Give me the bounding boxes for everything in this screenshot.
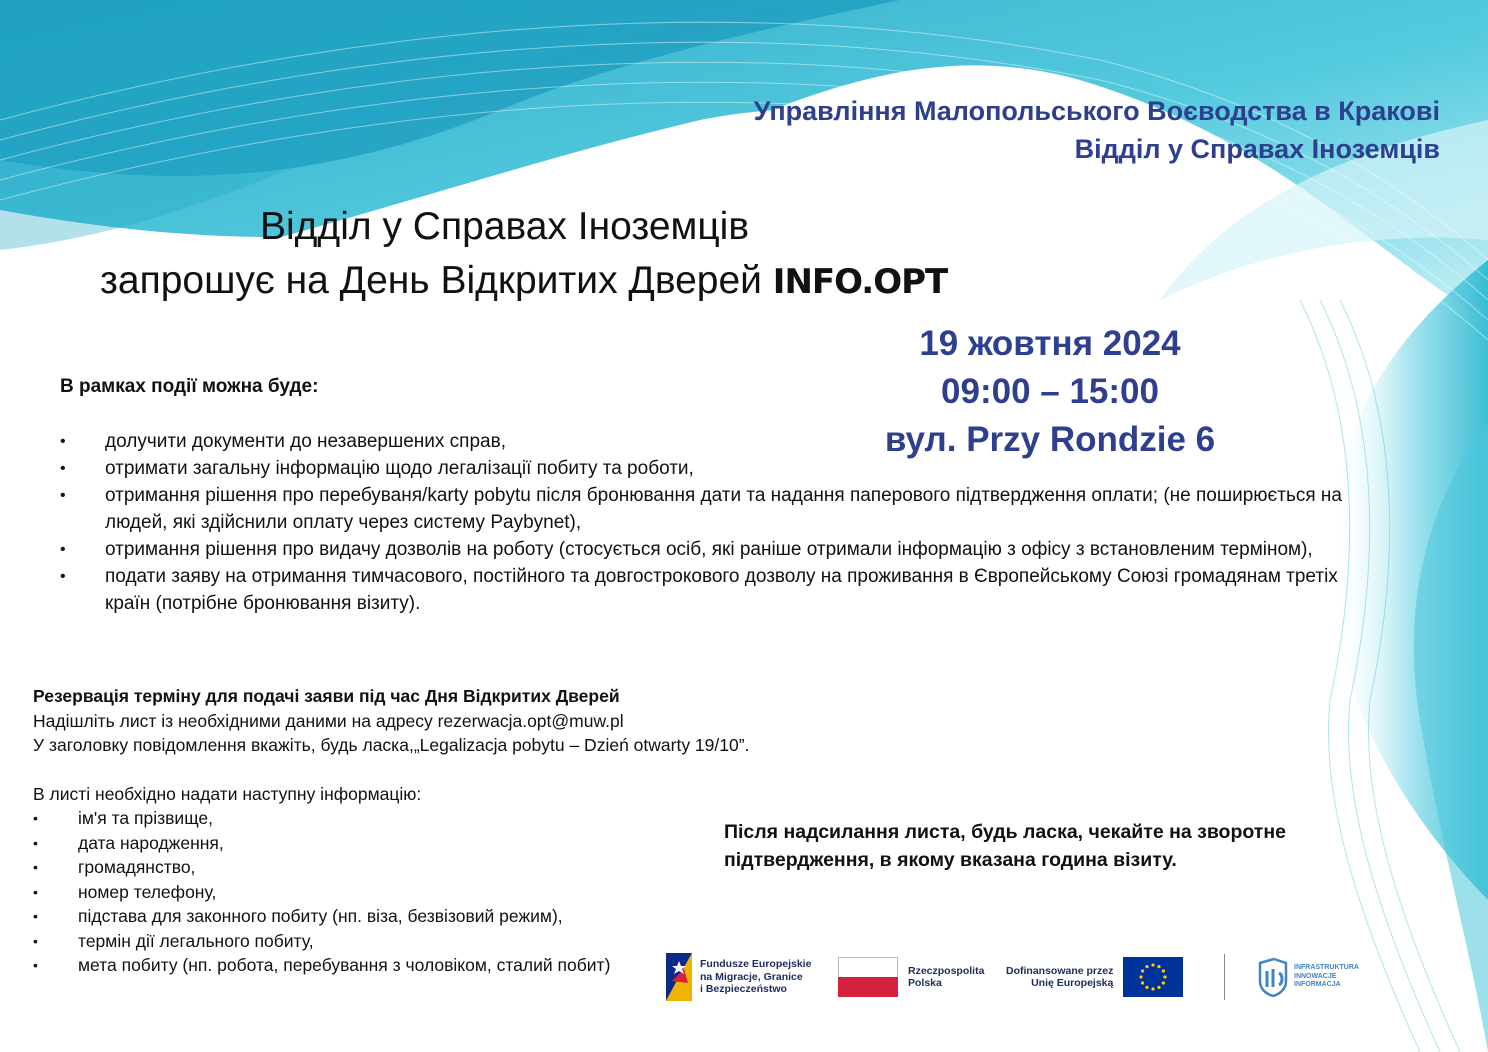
eu-star <box>1141 969 1144 972</box>
funds-text <box>700 958 811 996</box>
list-item: • дата народження, <box>33 831 749 856</box>
ii-logo <box>1256 948 1359 1006</box>
eu-star <box>1162 981 1165 984</box>
poland-line-2: Polska <box>908 977 942 989</box>
event-date: 19 жовтня 2024 <box>919 324 1181 363</box>
eu-star <box>1152 987 1155 990</box>
poland-logo <box>838 948 984 1006</box>
invitation-line-2 <box>100 254 970 309</box>
invitation-title <box>100 200 970 309</box>
eu-star <box>1158 986 1161 989</box>
ii-emblem-icon <box>1256 957 1290 997</box>
invitation-line-1: Відділ у Справах Іноземців <box>260 205 750 248</box>
eu-flag-icon <box>1123 957 1183 997</box>
logo-divider <box>1224 954 1225 1000</box>
reservation-email-line: Надішліть лист із необхідними даними на адресу rezerwacja.opt@muw.pl <box>33 710 624 731</box>
eu-star <box>1164 975 1167 978</box>
ii-line-1: INFRASTRUKTURA <box>1294 964 1359 972</box>
eu-star <box>1146 965 1149 968</box>
list-item: • долучити документи до незавершених справ, <box>60 428 1350 455</box>
eu-star <box>1140 975 1143 978</box>
eu-line-2: Unię Europejską <box>1031 977 1114 989</box>
list-item: • номер телефону, <box>33 880 749 905</box>
organization-line-2: Відділ у Справах Іноземців <box>1074 134 1440 164</box>
list-item: • отримання рішення про перебуваня/karty pobytu після бронювання дати та надання паперового підтвердження оплати; (не поширюється на людей, які здійснили оплату через систему Paybynet), <box>60 482 1350 536</box>
funds-line-1: Fundusze Europejskie <box>700 958 812 971</box>
list-item: • отримання рішення про видачу дозволів на роботу (стосується осіб, які раніше отримали інформацію з офісу з встановленим терміном), <box>60 536 1350 563</box>
eu-text <box>1006 965 1113 990</box>
spacer <box>33 758 749 782</box>
ii-text <box>1294 964 1359 990</box>
confirmation-note: Після надсилання листа, будь ласка, чекайте на зворотне підтвердження, в якому вказана година візиту. <box>724 821 1286 871</box>
eu-line-1: Dofinansowane przez <box>1006 964 1114 977</box>
polish-flag-icon <box>838 957 898 997</box>
eu-logo <box>1006 948 1183 1006</box>
list-item: • громадянство, <box>33 855 749 880</box>
eu-star <box>1158 965 1161 968</box>
list-item: • ім'я та прізвище, <box>33 806 749 831</box>
poland-text <box>908 965 984 990</box>
reservation-heading: Резервація терміну для подачі заяви під час Дня Відкритих Дверей <box>33 686 620 706</box>
organization-header <box>754 92 1440 168</box>
sponsor-logos <box>664 948 1364 1006</box>
eu-star <box>1146 986 1149 989</box>
ii-line-3: INFORMACJA <box>1294 981 1341 989</box>
list-item: • термін дії легального побиту, <box>33 929 749 954</box>
event-time: 09:00 – 15:00 <box>941 372 1159 411</box>
event-address: вул. Przy Rondzie 6 <box>884 420 1216 459</box>
organization-line-1: Управління Малопольського Воєводства в Кракові <box>753 96 1440 126</box>
ii-line-2: INNOWACJE <box>1294 972 1337 980</box>
eu-star <box>1162 969 1165 972</box>
reservation-info-list <box>33 806 749 978</box>
reservation-section <box>33 684 749 978</box>
funds-line-3: i Bezpieczeństwo <box>700 983 787 996</box>
list-item: • мета побиту (нп. робота, перебування з чоловіком, сталий побит) <box>33 953 749 978</box>
reservation-info-intro: В листі необхідно надати наступну інформацію: <box>33 783 422 804</box>
reservation-subject-line: У заголовку повідомлення вкажіть, будь ласка,„Legalizacja pobytu – Dzień otwarty 19/10”. <box>33 735 750 755</box>
list-item: • підстава для законного побиту (нп. віза, безвізовий режим), <box>33 904 749 929</box>
poland-line-1: Rzeczpospolita <box>908 964 985 977</box>
funds-logo <box>664 948 811 1006</box>
list-item: • подати заяву на отримання тимчасового, постійного та довгострокового дозволу на проживання в Європейському Союзі громадянам третіх країн (потрібне бронювання візиту). <box>60 563 1350 617</box>
invitation-text: запрошує на День Відкритих Дверей <box>100 259 762 302</box>
eu-star <box>1152 963 1155 966</box>
european-funds-icon <box>664 951 694 1003</box>
list-item: • отримати загальну інформацію щодо легалізації побиту та роботи, <box>60 455 1350 482</box>
info-opt-brand: INFO.OPT <box>772 262 948 302</box>
eu-star <box>1141 981 1144 984</box>
funds-line-2: na Migracje, Granice <box>700 970 803 983</box>
activities-list <box>60 428 1350 617</box>
activities-intro: В рамках події можна буде: <box>60 376 319 397</box>
